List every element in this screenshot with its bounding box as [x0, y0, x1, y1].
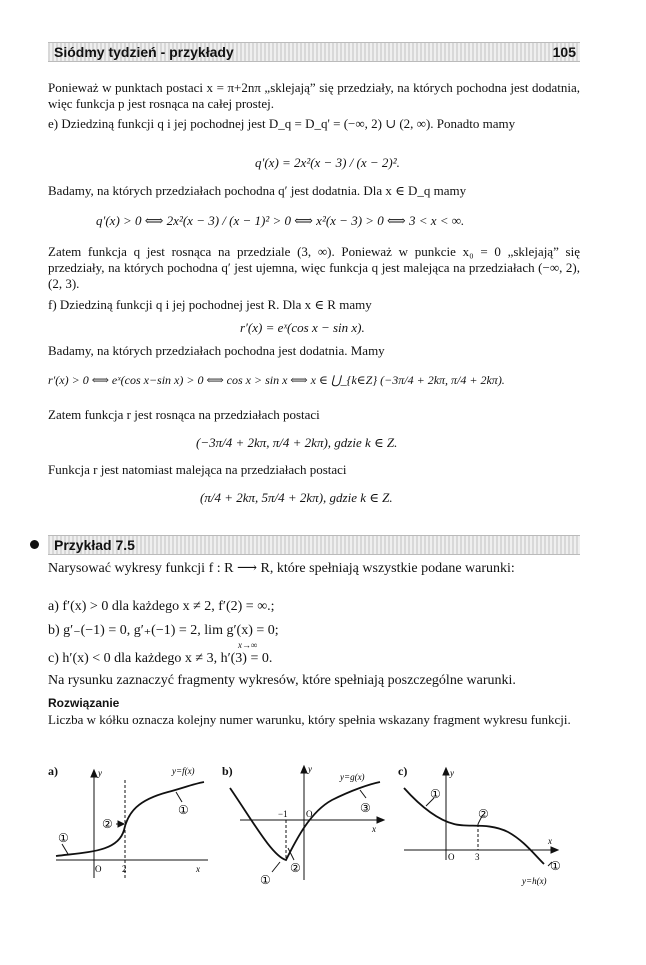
part-f-formula3: (−3π/4 + 2kπ, π/4 + 2kπ), gdzie k ∈ Z.	[196, 435, 398, 450]
condition-b: b) g′₋(−1) = 0, g′₊(−1) = 2, lim g′(x) = 0;	[48, 623, 279, 638]
example-task: Narysować wykresy funkcji f : R ⟶ R, które spełniają wszystkie podane warunki:	[48, 561, 515, 576]
graph-c-marker-2: ②	[478, 807, 489, 821]
graph-c-marker-1: ①	[430, 787, 441, 801]
graph-c-x-arrow	[551, 847, 558, 853]
graph-b-x-tick: −1	[278, 809, 288, 819]
graph-b-y-axis-label: y	[308, 764, 312, 774]
part-e-formula1: q′(x) = 2x²(x − 3) / (x − 2)².	[255, 155, 400, 170]
graph-c-origin: O	[448, 852, 455, 862]
graph-c-marker-3: ①	[550, 859, 561, 873]
part-f-formula4: (π/4 + 2kπ, 5π/4 + 2kπ), gdzie k ∈ Z.	[200, 490, 393, 505]
graph-a-marker-3: ①	[178, 803, 189, 817]
part-f-line2: Badamy, na których przedziałach pochodna jest dodatnia. Mamy	[48, 343, 385, 358]
condition-b-limit-sub: x→∞	[238, 640, 258, 650]
part-e-formula2: q′(x) > 0 ⟺ 2x²(x − 3) / (x − 1)² > 0 ⟺ x²(x − 3) > 0 ⟺ 3 < x < ∞.	[96, 213, 465, 228]
part-f-line3: Zatem funkcja r jest rosnąca na przedziałach postaci	[48, 407, 320, 422]
graph-b-y-arrow	[301, 766, 307, 773]
graph-c-curve	[404, 788, 544, 864]
graph-a-func-label: y=f(x)	[172, 766, 195, 776]
graph-a-y-axis-label: y	[98, 768, 102, 778]
page-header	[48, 42, 580, 62]
graph-a-marker-2: ②	[102, 817, 113, 831]
intro-paragraph: Ponieważ w punktach postaci x = π+2nπ „sklejają” się przedziały, na których pochodna jest dodatnia, więc funkcja p jest rosnąca na całej prostej.	[48, 80, 580, 111]
graph-c-x-axis-label: x	[548, 836, 552, 846]
graph-a-x-tick: 2	[122, 864, 127, 874]
part-e-line1: e) Dziedziną funkcji q i jej pochodnej jest D_q = D_q' = (−∞, 2) ∪ (2, ∞). Ponadto mamy	[48, 116, 516, 131]
example-header	[48, 535, 580, 555]
header-title: Siódmy tydzień - przykłady	[54, 44, 234, 60]
graph-b-x-arrow	[377, 817, 384, 823]
graph-a-curve	[56, 782, 204, 856]
example-bullet	[30, 540, 39, 549]
graph-a-origin: O	[95, 864, 102, 874]
graph-b-label: b)	[222, 764, 233, 778]
graph-b-pointer-3	[360, 790, 366, 798]
graph-b-func-label: y=g(x)	[340, 772, 365, 782]
graph-b-marker-1: ①	[260, 873, 271, 887]
page-number: 105	[552, 44, 576, 60]
graph-b-x-axis-label: x	[372, 824, 376, 834]
example-title: Przykład 7.5	[54, 537, 135, 553]
part-f-line1: f) Dziedziną funkcji q i jej pochodnej jest R. Dla x ∈ R mamy	[48, 297, 372, 312]
graph-a-arrow-2	[118, 821, 124, 827]
condition-c: c) h′(x) < 0 dla każdego x ≠ 3, h′(3) = 0.	[48, 651, 273, 666]
graph-a-x-axis-label: x	[196, 864, 200, 874]
graph-a-pointer-3	[176, 792, 182, 802]
graph-b-origin: O	[306, 809, 313, 819]
graph-c-x-tick: 3	[475, 852, 480, 862]
graph-a	[48, 760, 216, 890]
part-e-line2: Badamy, na których przedziałach pochodna q′ jest dodatnia. Dla x ∈ D_q mamy	[48, 183, 467, 198]
graph-c-y-arrow	[443, 768, 449, 775]
graph-a-y-arrow	[91, 770, 97, 777]
graph-c-label: c)	[398, 764, 408, 778]
graph-b-marker-3: ③	[360, 801, 371, 815]
graph-a-pointer-1	[62, 844, 68, 854]
condition-a: a) f′(x) > 0 dla każdego x ≠ 2, f′(2) = ∞.;	[48, 599, 275, 614]
instruction: Na rysunku zaznaczyć fragmenty wykresów, które spełniają poszczególne warunki.	[48, 673, 516, 688]
graph-c-func-label: y=h(x)	[522, 876, 547, 886]
part-f-line4: Funkcja r jest natomiast malejąca na przedziałach postaci	[48, 462, 347, 477]
solution-title: Rozwiązanie	[48, 696, 120, 710]
graph-c-y-axis-label: y	[450, 768, 454, 778]
graph-c	[398, 760, 568, 890]
graph-b-pointer-1	[272, 862, 280, 872]
graph-b-marker-2: ②	[290, 861, 301, 875]
part-e-conclusion: Zatem funkcja q jest rosnąca na przedziale (3, ∞). Ponieważ w punkcie x₀ = 0 „sklejają” się przedziały, na których pochodna q′ jest ujemna, więc funkcja q jest malejąca na przedziałach (−∞, 2), (2, 3).	[48, 244, 580, 291]
solution-text: Liczba w kółku oznacza kolejny numer warunku, który spełnia wskazany fragment wykresu funkcji.	[48, 712, 571, 727]
part-f-formula1: r′(x) = eˣ(cos x − sin x).	[240, 320, 365, 335]
part-f-formula2: r′(x) > 0 ⟺ eˣ(cos x−sin x) > 0 ⟺ cos x > sin x ⟺ x ∈ ⋃_{k∈Z} (−3π/4 + 2kπ, π/4 + 2kπ).	[48, 373, 505, 387]
graph-a-marker-1: ①	[58, 831, 69, 845]
graph-b	[222, 760, 392, 890]
graph-b-curve	[230, 782, 380, 860]
graph-a-label: a)	[48, 764, 58, 778]
